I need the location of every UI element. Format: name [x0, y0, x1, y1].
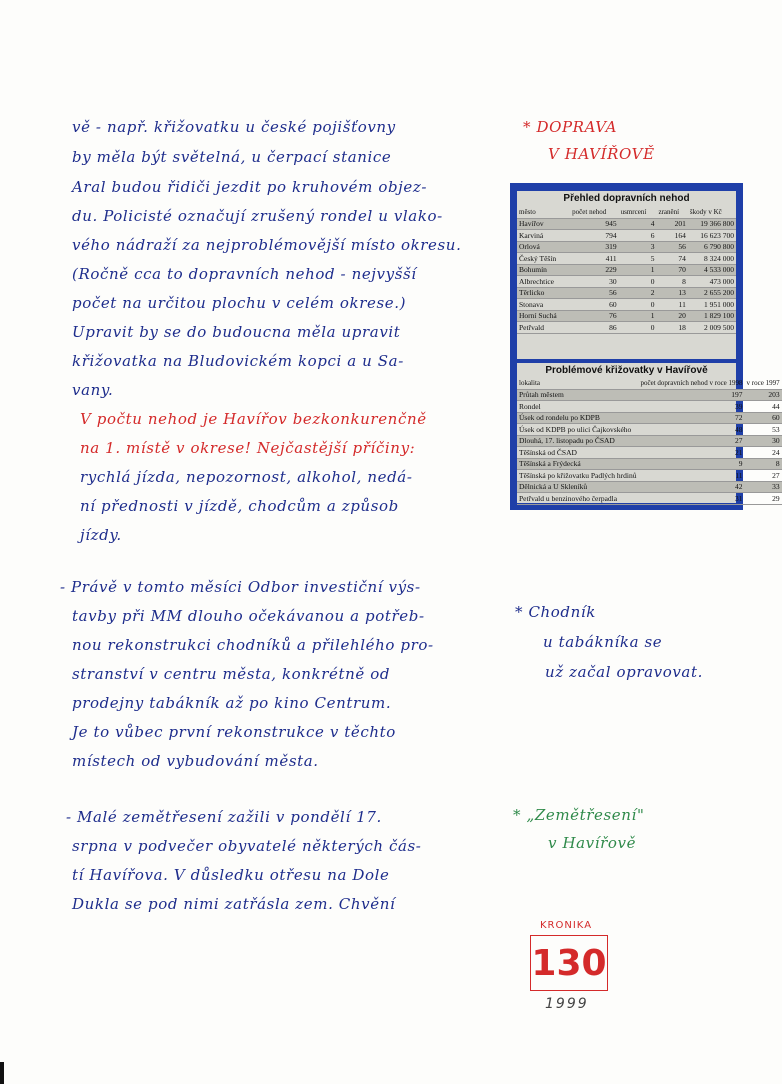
table-row: Těšínská a Frýdecká 9 8 [519, 459, 780, 469]
table-row: Úsek od rondelu po KDPB 72 60 [519, 413, 780, 423]
text-line: ní přednosti v jízdě, chodcům a způsob [80, 497, 399, 515]
table-row: Stonava 60 0 11 1 951 000 [519, 299, 734, 309]
text-line: Je to vůbec první rekonstrukce v těchto [72, 723, 396, 741]
table-header: škody v Kč [688, 207, 736, 218]
table-header: počet dopravních nehod v roce 1998 [640, 379, 743, 388]
margin-note-doprava: V HAVÍŘOVĚ [548, 145, 655, 163]
text-line: by měla být světelná, u čerpací stanice [72, 148, 392, 166]
accident-table-panel [517, 191, 736, 359]
text-line: stranství v centru města, konkrétně od [72, 665, 391, 683]
table-row: Těrlicko 56 2 13 2 655 200 [519, 288, 734, 298]
table-row: Rondel 39 44 [519, 401, 780, 411]
text-line: místech od vybudování města. [72, 752, 319, 770]
table-header: město [517, 207, 570, 218]
scan-edge-mark [0, 1062, 4, 1084]
text-line: srpna v podvečer obyvatelé některých čás- [72, 837, 422, 855]
stamp-year: 1999 [545, 996, 589, 1012]
table-row: Těšínská od ČSAD 21 24 [519, 447, 780, 457]
accident-table-title: Přehled dopravních nehod [563, 193, 690, 204]
margin-note-zemetreseni: v Havířově [548, 834, 637, 852]
accident-table [517, 207, 736, 334]
text-line: vě - např. křižovatku u české pojišťovny [72, 118, 396, 136]
junction-table [517, 378, 782, 505]
stamp-label: KRONIKA [540, 920, 593, 931]
text-line: na 1. místě v okrese! Nejčastější příčiny: [80, 439, 416, 457]
table-row: Petřvald 86 0 18 2 009 500 [519, 322, 734, 332]
text-line: Upravit by se do budoucna měla upravit [72, 323, 401, 341]
text-line: křižovatka na Bludovickém kopci a u Sa- [72, 352, 404, 370]
page-number-stamp: 130 [530, 935, 608, 991]
table-row: Dělnická a U Skleníků 42 33 [519, 482, 780, 492]
table-header: zranění [656, 207, 687, 218]
text-line: du. Policisté označují zrušený rondel u vlako- [72, 207, 443, 225]
table-row: Těšínská po křižovatku Padlých hrdinů 11 27 [519, 470, 780, 480]
table-row: Dlouhá, 17. listopadu po ČSAD 27 30 [519, 436, 780, 446]
text-line: tí Havířova. V důsledku otřesu na Dole [72, 866, 390, 884]
margin-note-chodnik: * Chodník [515, 603, 596, 621]
table-row: Úsek od KDPB po ulici Čajkovského 48 53 [519, 424, 780, 434]
table-header: počet nehod [570, 207, 618, 218]
text-line: Dukla se pod nimi zatřásla zem. Chvění [72, 895, 396, 913]
text-line: - Malé zemětřesení zažili v pondělí 17. [66, 808, 382, 826]
text-line: prodejny tabákník až po kino Centrum. [72, 694, 392, 712]
text-line: jízdy. [80, 526, 122, 544]
margin-note-chodnik: u tabákníka se [543, 633, 663, 651]
table-header: v roce 1997 [746, 379, 780, 388]
junction-table-panel [517, 363, 780, 503]
text-line: tavby při MM dlouho očekávanou a potřeb- [72, 607, 425, 625]
junction-table-title: Problémové křižovatky v Havířově [545, 365, 708, 376]
table-row: Průtah městem 197 203 [519, 390, 780, 400]
margin-note-chodnik: už začal opravovat. [545, 663, 703, 681]
table-row: Horní Suchá 76 1 20 1 829 100 [519, 311, 734, 321]
margin-note-zemetreseni: * „Zemětřesení" [513, 806, 645, 824]
margin-note-doprava: * DOPRAVA [523, 118, 618, 136]
text-line: - Právě v tomto měsíci Odbor investiční výs- [60, 578, 421, 596]
table-row: Karviná 794 6 164 16 623 700 [519, 230, 734, 240]
text-line: vého nádraží za nejproblémovější místo okresu. [72, 236, 462, 254]
table-row: Bohumín 229 1 70 4 533 000 [519, 265, 734, 275]
text-line: Aral budou řidiči jezdit po kruhovém objez- [72, 178, 428, 196]
text-line: rychlá jízda, nepozornost, alkohol, nedá- [80, 468, 413, 486]
table-row: Albrechtice 30 0 8 473 000 [519, 276, 734, 286]
text-line: nou rekonstrukci chodníků a přilehlého pro- [72, 636, 434, 654]
table-row: Český Těšín 411 5 74 8 324 000 [519, 253, 734, 263]
table-header: lokalita [517, 378, 638, 389]
text-line: počet na určitou plochu v celém okrese.) [72, 294, 407, 312]
text-line: vany. [72, 381, 114, 399]
table-row: Havířov 945 4 201 19 366 800 [519, 219, 734, 229]
table-row: Orlová 319 3 56 6 790 800 [519, 242, 734, 252]
table-row: Petřvald u benzinového čerpadla 31 29 [519, 493, 780, 503]
table-header: usmrcení [619, 207, 657, 218]
text-line: (Ročně cca to dopravních nehod - nejvyšší [72, 265, 417, 283]
text-line: V počtu nehod je Havířov bezkonkurenčně [80, 410, 427, 428]
newspaper-clipping [510, 183, 780, 510]
